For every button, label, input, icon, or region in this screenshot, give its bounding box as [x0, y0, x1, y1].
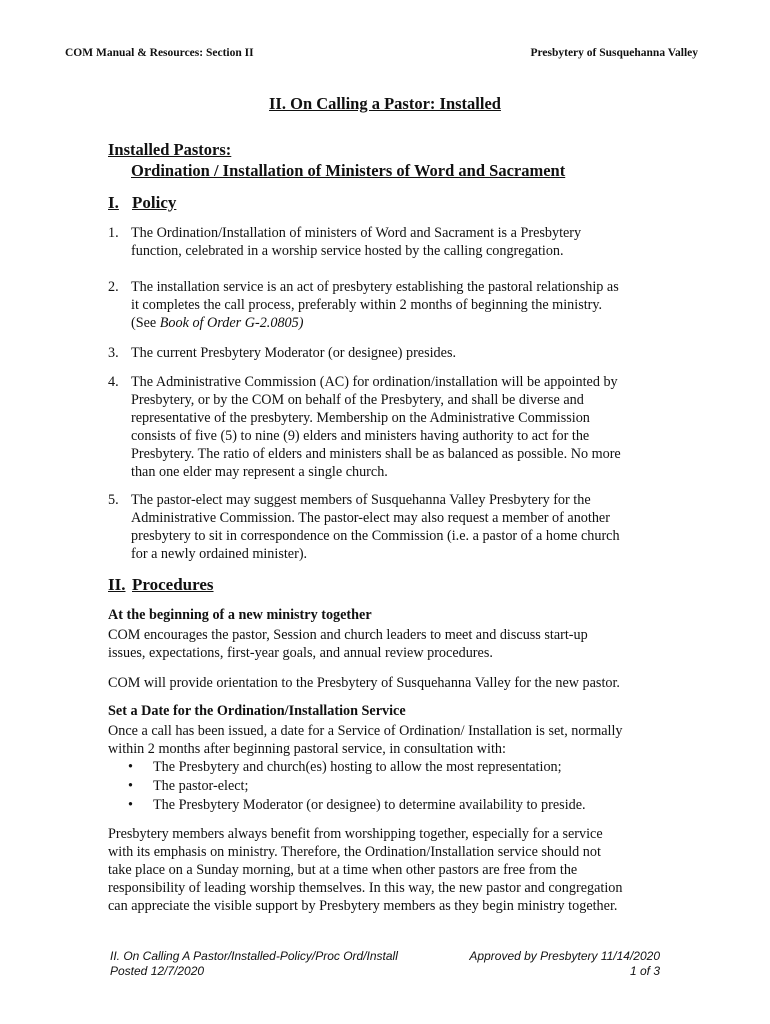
- subtitle-line2: Ordination / Installation of Ministers of Word and Sacrament: [131, 161, 566, 180]
- bullet-item-1: • The Presbytery and church(es) hosting to allow the most representation;: [128, 759, 562, 775]
- orientation-paragraph: COM will provide orientation to the Presbytery of Susquehanna Valley for the new pastor.: [108, 675, 620, 691]
- page-number: 1 of 3: [629, 964, 660, 978]
- policy-item-5: 5. The pastor-elect may suggest members of Susquehanna Valley Presbytery for the Administrative Commission. The pastor-elect may also request a member of another presbytery to sit in correspondence on the Commission (i.e. a pastor of a home church for a newly ordained minister).: [108, 492, 620, 562]
- set-date-heading: Set a Date for the Ordination/Installation Service: [108, 703, 406, 719]
- header-right: Presbytery of Susquehanna Valley: [530, 47, 698, 59]
- bullet-item-2: • The pastor-elect;: [128, 778, 249, 794]
- policy-item-2: 2. The installation service is an act of presbytery establishing the pastoral relationship as it completes the call process, preferably within 2 months of beginning the ministry. (See Book of Order G-2.0805): [108, 278, 664, 332]
- page-title: II. On Calling a Pastor: Installed: [269, 94, 501, 113]
- footer-left: II. On Calling A Pastor/Installed-Policy/Proc Ord/Install Posted 12/7/2020: [110, 949, 398, 978]
- footer-right: Approved by Presbytery 11/14/2020 1 of 3: [469, 949, 660, 978]
- section-procedures-heading: II. Procedures: [108, 575, 214, 594]
- new-ministry-paragraph: COM encourages the pastor, Session and church leaders to meet and discuss start-up issues, expectations, first-year goals, and annual review procedures.: [108, 627, 588, 661]
- policy-item-1: 1. The Ordination/Installation of ministers of Word and Sacrament is a Presbytery function, celebrated in a worship service hosted by the calling congregation.: [108, 225, 582, 259]
- section-policy-heading: I. Policy: [108, 193, 177, 212]
- bullet-icon: •: [128, 759, 133, 775]
- new-ministry-heading: At the beginning of a new ministry together: [108, 607, 372, 623]
- bullet-icon: •: [128, 797, 133, 813]
- worship-together-paragraph: Presbytery members always benefit from worshipping together, especially for a service with its emphasis on ministry. Therefore, the Ordination/Installation service should not take place on a Sunday morning, but at a time when other pastors are free from the responsibility of leading worship themselves. In this way, the new pastor and congregation can appreciate the visible support by Presbytery members as they begin ministry together.: [108, 826, 623, 914]
- book-of-order-reference: (See Book of Order G-2.0805): [131, 315, 304, 331]
- policy-item-4: 4. The Administrative Commission (AC) for ordination/installation will be appointed by Presbytery, or by the COM on behalf of the Presbytery, and shall be diverse and representative of the presbytery. Membership on the Administrative Commission consists of five (5) to nine (9) elders and ministers having authority to act for the Presbytery. The ratio of elders and ministers shall be as balanced as possible. No more than one elder may represent a single church.: [108, 374, 621, 480]
- bullet-item-3: • The Presbytery Moderator (or designee) to determine availability to preside.: [128, 797, 586, 813]
- policy-item-3: 3. The current Presbytery Moderator (or designee) presides.: [108, 345, 457, 361]
- subtitle-line1: Installed Pastors:: [108, 140, 232, 159]
- bullet-icon: •: [128, 778, 133, 794]
- set-date-paragraph: Once a call has been issued, a date for a Service of Ordination/ Installation is set, normally within 2 months after beginning pastoral service, in consultation with:: [108, 723, 623, 757]
- header-left: COM Manual & Resources: Section II: [65, 47, 254, 59]
